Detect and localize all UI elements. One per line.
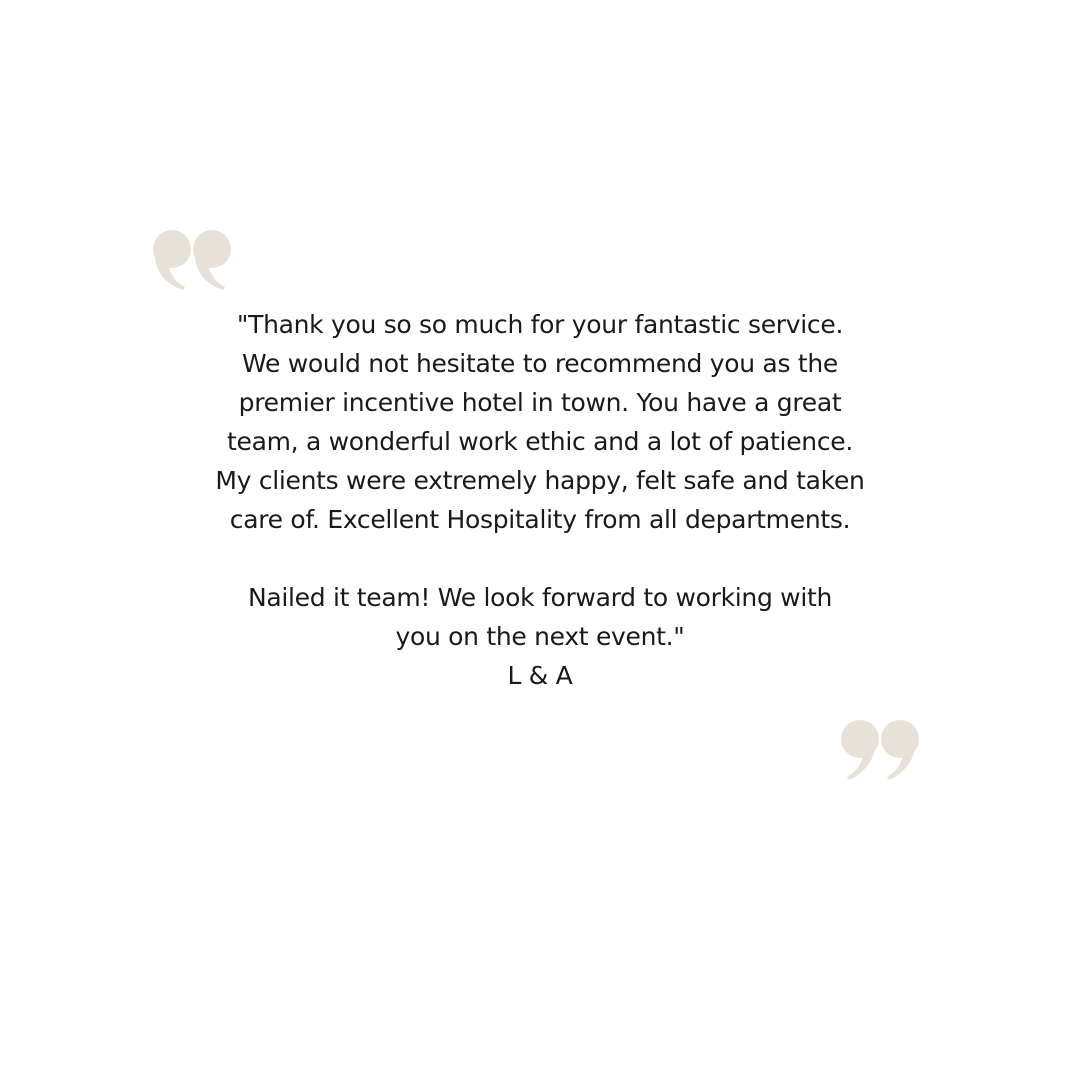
- close-quote-icon: [837, 718, 921, 782]
- quote-line: team, a wonderful work ethic and a lot of patience.: [227, 427, 853, 456]
- quote-line: premier incentive hotel in town. You have a great: [238, 388, 842, 417]
- quote-line: My clients were extremely happy, felt safe and taken: [215, 466, 865, 495]
- testimonial-author: L & A: [507, 661, 573, 690]
- quote-line: Nailed it team! We look forward to working with: [247, 583, 833, 612]
- quote-line: you on the next event.": [395, 622, 685, 651]
- quote-line: "Thank you so so much for your fantastic service.: [236, 310, 844, 339]
- quote-line: We would not hesitate to recommend you as the: [242, 349, 838, 378]
- testimonial-quote: [190, 305, 890, 695]
- paragraph-spacer: [190, 539, 890, 578]
- open-quote-icon: [151, 228, 235, 292]
- quote-line: care of. Excellent Hospitality from all departments.: [229, 505, 851, 534]
